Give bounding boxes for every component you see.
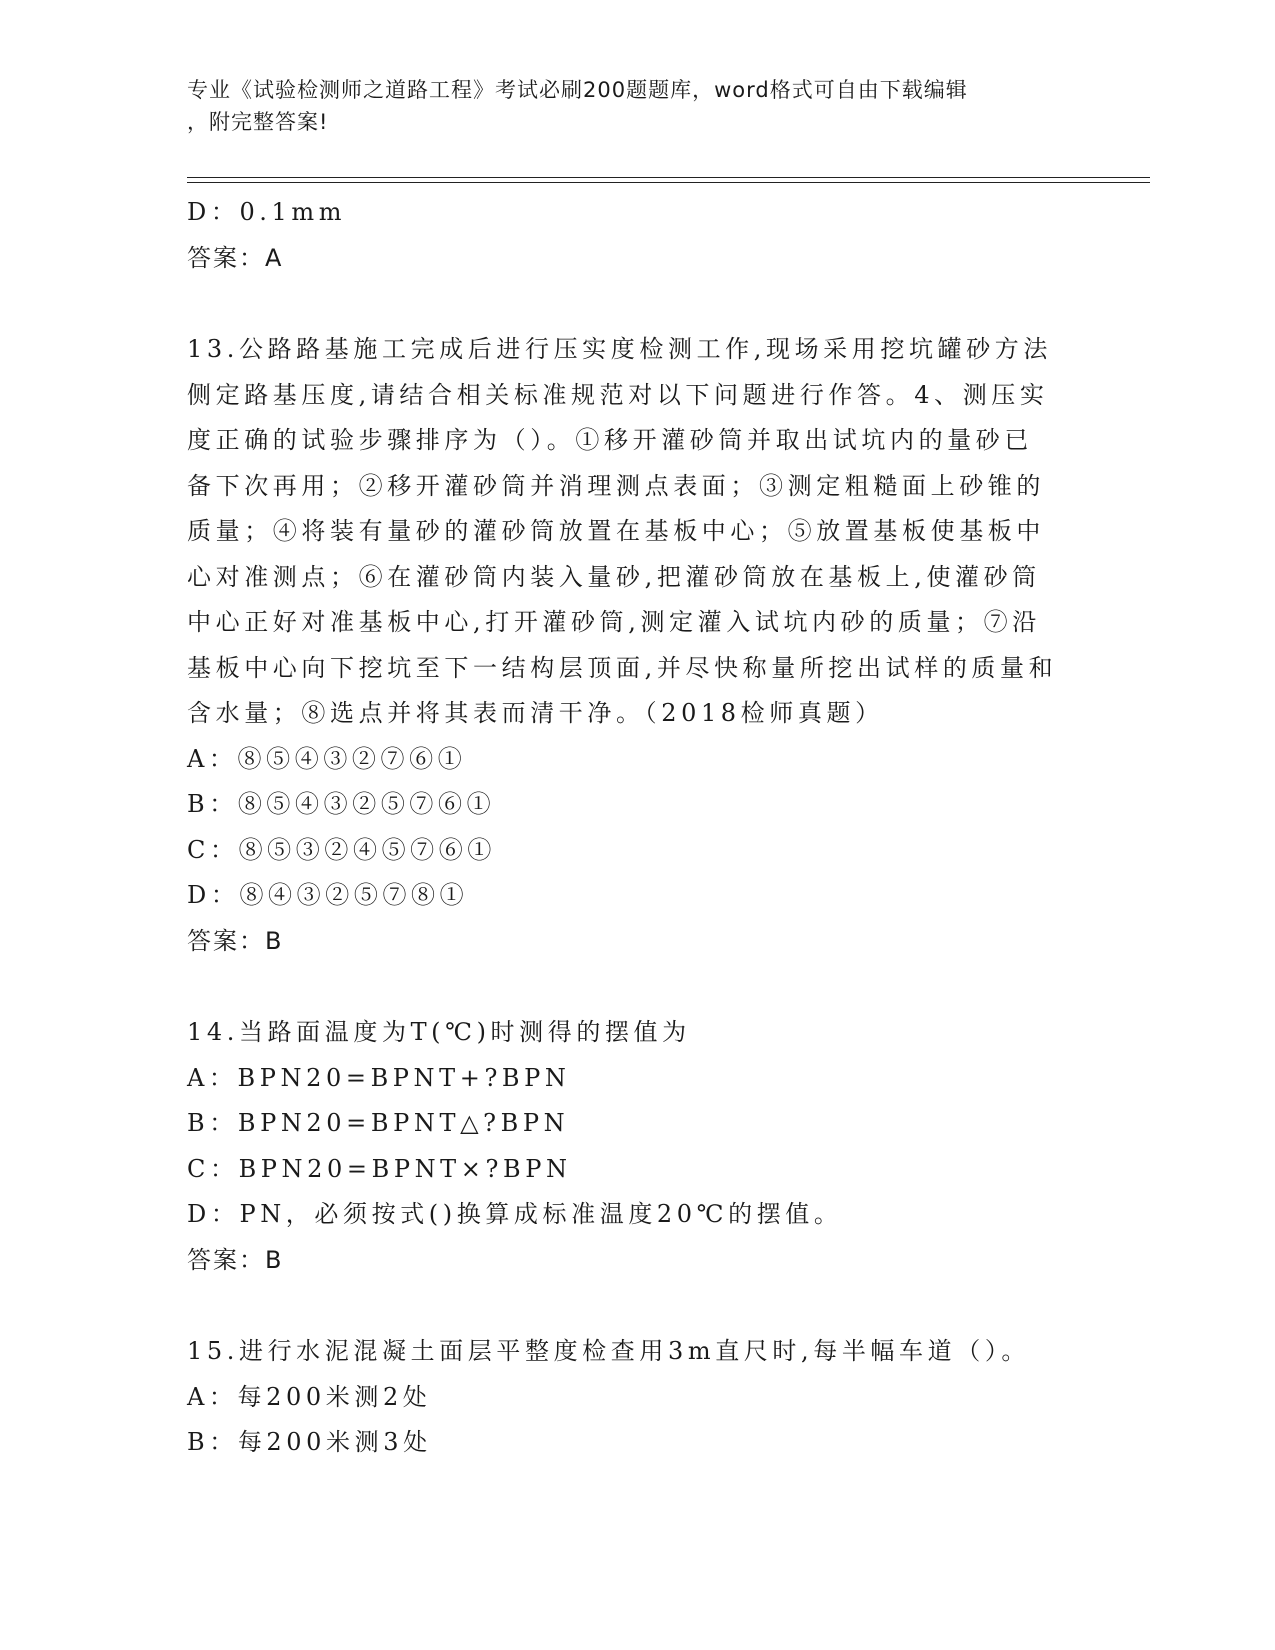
q14-stem: 14.当路面温度为T(℃)时测得的摆值为 bbox=[187, 1018, 691, 1046]
q13-option-a: A：⑧⑤④③②⑦⑥① bbox=[187, 744, 467, 773]
header-divider-top bbox=[187, 177, 1150, 178]
q13-stem-line: 备下次再用；②移开灌砂筒并消理测点表面；③测定粗糙面上砂锥的 bbox=[187, 471, 1045, 500]
spacer bbox=[187, 964, 1077, 1010]
question-14 bbox=[187, 1010, 1077, 1283]
prev-option-d: D：0.1mm bbox=[187, 198, 347, 226]
q14-option-d: D：PN，必须按式()换算成标准温度20℃的摆值。 bbox=[187, 1200, 843, 1228]
q13-option-c: C：⑧⑤③②④⑤⑦⑥① bbox=[187, 835, 496, 864]
header-title-line-1: 专业《试验检测师之道路工程》考试必刷200题题库，word格式可自由下载编辑 bbox=[187, 78, 968, 102]
spacer bbox=[187, 1283, 1077, 1329]
q14-option-b: B：BPN20=BPNT△?BPN bbox=[187, 1109, 570, 1137]
q13-option-b: B：⑧⑤④③②⑤⑦⑥① bbox=[187, 790, 496, 818]
q14-answer: 答案：B bbox=[187, 1245, 284, 1274]
q13-stem-line: 心对准测点；⑥在灌砂筒内装入量砂,把灌砂筒放在基板上,使灌砂筒 bbox=[187, 562, 1041, 591]
q13-stem-line: 13.公路路基施工完成后进行压实度检测工作,现场采用挖坑罐砂方法 bbox=[187, 335, 1052, 363]
question-13 bbox=[187, 327, 1077, 964]
q13-stem-line: 侧定路基压度,请结合相关标准规范对以下问题进行作答。4、测压实 bbox=[187, 380, 1049, 409]
document-body bbox=[187, 190, 1077, 1466]
q14-option-c: C：BPN20=BPNT×?BPN bbox=[187, 1154, 572, 1183]
q13-option-d: D：⑧④③②⑤⑦⑧① bbox=[187, 881, 469, 909]
q15-option-a: A：每200米测2处 bbox=[187, 1382, 432, 1411]
question-15 bbox=[187, 1329, 1077, 1466]
q13-stem-line: 含水量；⑧选点并将其表而清干净。（2018检师真题） bbox=[187, 699, 884, 727]
q14-option-a: A：BPN20=BPNT+?BPN bbox=[187, 1063, 571, 1092]
q13-answer: 答案：B bbox=[187, 926, 284, 955]
q15-option-b: B：每200米测3处 bbox=[187, 1428, 432, 1456]
header-divider-bottom bbox=[187, 182, 1150, 183]
page-header bbox=[187, 74, 1067, 138]
q13-stem-line: 质量；④将装有量砂的灌砂筒放置在基板中心；⑤放置基板使基板中 bbox=[187, 517, 1045, 545]
spacer bbox=[187, 281, 1077, 327]
q13-stem-line: 中心正好对准基板中心,打开灌砂筒,测定灌入试坑内砂的质量；⑦沿 bbox=[187, 608, 1041, 636]
prev-answer: 答案：A bbox=[187, 243, 284, 272]
q15-stem: 15.进行水泥混凝土面层平整度检查用3m直尺时,每半幅车道（）。 bbox=[187, 1337, 1031, 1365]
header-title-line-2: ，附完整答案! bbox=[187, 110, 329, 134]
q13-stem-line: 度正确的试验步骤排序为（）。①移开灌砂筒并取出试坑内的量砂已 bbox=[187, 426, 1033, 454]
q13-stem-line: 基板中心向下挖坑至下一结构层顶面,并尽快称量所挖出试样的质量和 bbox=[187, 653, 1058, 682]
